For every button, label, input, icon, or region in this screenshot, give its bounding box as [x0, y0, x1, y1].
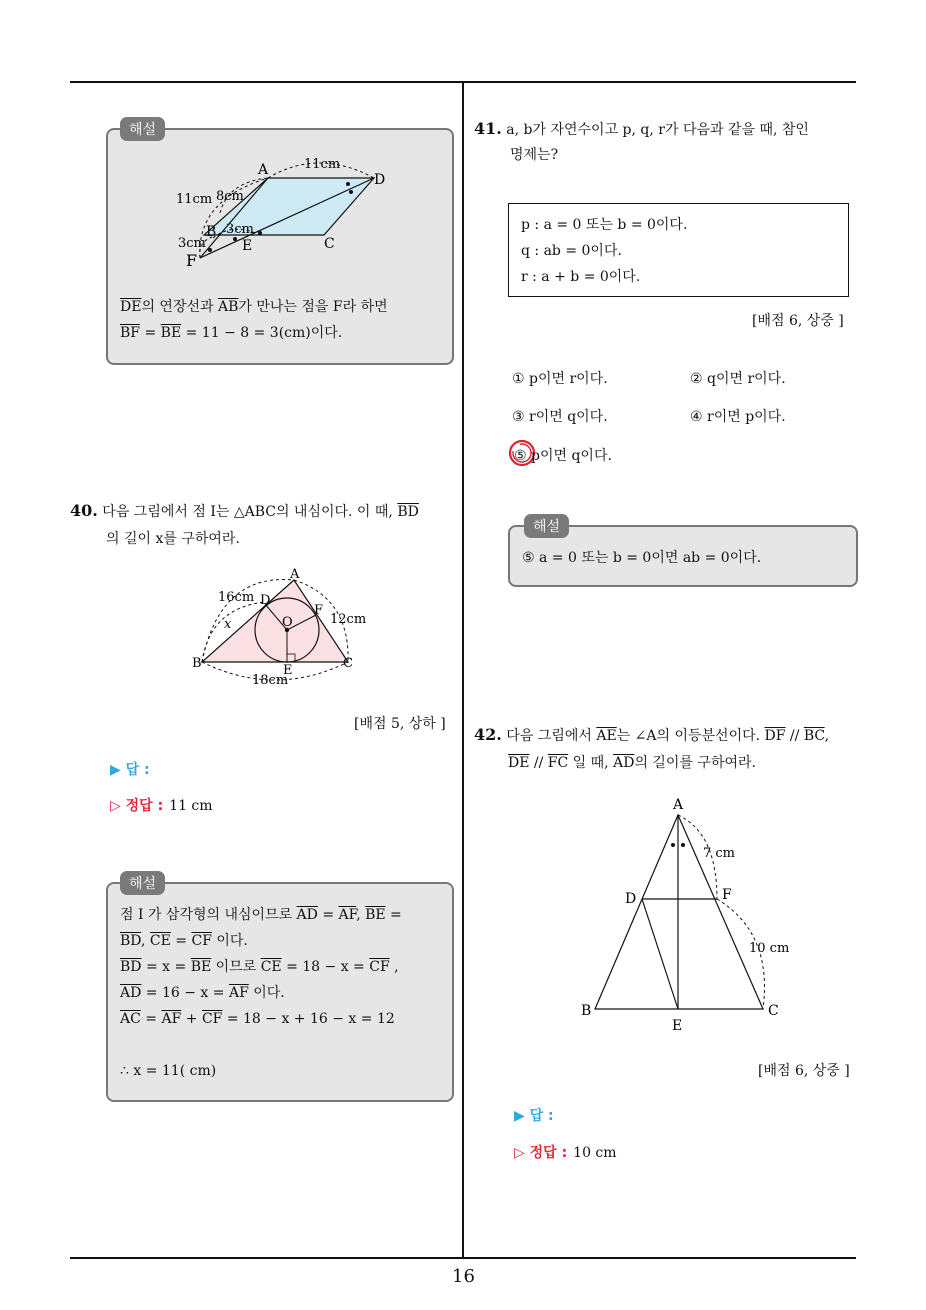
condition-p: p : a = 0 또는 b = 0이다.: [521, 217, 688, 233]
explanation-line-2: $\overline{BF} = \overline{BE} = 11 - 8 = 3(cm)$이다.: [120, 325, 343, 341]
label-3cm-right: 3cm: [226, 222, 254, 237]
parallelogram-figure: [108, 130, 454, 280]
page-number: 16: [452, 1266, 475, 1287]
q42-text-line-2: $\overline{DE} // \overline{FC}$ 일 때, $\overline{AD}$의 길이를 구하여라.: [508, 755, 756, 771]
explanation-line-2: $\overline{BD}$, $\overline{CE} = \overline{CF}$ 이다.: [120, 933, 248, 949]
label-F: F: [186, 251, 198, 270]
q42-number: 42.: [474, 725, 502, 744]
label-12cm: 12cm: [330, 612, 367, 627]
q41-explanation-text: ⑤ a = 0 또는 b = 0이면 ab = 0이다.: [522, 550, 762, 566]
explanation-line-4: $\overline{AD} = 16 - x = \overline{AF}$ 이다.: [120, 985, 285, 1001]
q41-number: 41.: [474, 119, 502, 138]
explanation-line-1: $\overline{DE}$의 연장선과 $\overline{AB}$가 만나는 점을 F라 하면: [120, 299, 388, 315]
label-F: F: [314, 603, 324, 618]
explanation-box-40: [106, 882, 454, 1102]
explanation-line-1: 점 I 가 삼각형의 내심이므로 $\overline{AD} = \overline{AF}$, $\overline{BE}$ =: [120, 907, 402, 923]
q42-triangle-figure: [575, 793, 815, 1043]
label-x: x: [224, 617, 232, 632]
q40-score: [배점 5, 상하 ]: [354, 716, 446, 732]
label-C: C: [768, 1003, 779, 1019]
label-18cm: 18cm: [252, 673, 289, 688]
q41-choice-5[interactable]: ⑤ p이면 q이다.: [514, 448, 612, 464]
label-C: C: [324, 236, 335, 252]
label-B: B: [192, 656, 202, 671]
q41-choice-3[interactable]: ③ r이면 q이다.: [512, 409, 608, 425]
explanation-box-39: [106, 128, 454, 365]
label-D: D: [260, 593, 271, 608]
label-B: B: [206, 224, 217, 240]
explanation-tag: 해설: [524, 514, 569, 538]
label-A: A: [290, 568, 300, 582]
label-B: B: [581, 1003, 592, 1019]
q42-correct-answer: ▷ 정답 : 10 cm: [514, 1145, 617, 1161]
label-16cm: 16cm: [218, 590, 255, 605]
explanation-tag: 해설: [120, 871, 165, 895]
q40-text-line-2: 의 길이 x를 구하여라.: [106, 531, 240, 547]
q41-conditions-box: [508, 203, 849, 297]
label-3cm-left: 3cm: [178, 236, 206, 251]
label-E: E: [242, 238, 253, 254]
label-A: A: [673, 797, 684, 813]
label-7cm: 7 cm: [703, 846, 736, 861]
label-8cm: 8cm: [216, 189, 244, 204]
label-10cm: 10 cm: [749, 941, 790, 956]
label-D: D: [374, 172, 386, 188]
label-D: D: [625, 891, 637, 907]
label-F: F: [722, 887, 732, 903]
q42-text-line-1: 42. 다음 그림에서 $\overline{AE}$는 ∠A의 이등분선이다. $\overline{DF} // \overline{BC}$,: [474, 725, 830, 744]
label-E: E: [283, 663, 293, 678]
explanation-tag: 해설: [120, 117, 165, 141]
q42-score: [배점 6, 상중 ]: [758, 1063, 850, 1079]
label-11cm-left: 11cm: [176, 192, 213, 207]
q41-choice-1[interactable]: ① p이면 r이다.: [512, 371, 608, 387]
condition-q: q : ab = 0이다.: [521, 243, 622, 259]
q40-correct-answer: ▷ 정답 : 11 cm: [110, 798, 213, 814]
q40-number: 40.: [70, 501, 98, 520]
q41-choice-4[interactable]: ④ r이면 p이다.: [690, 409, 786, 425]
q40-text-line-1: 40. 다음 그림에서 점 I는 △ABC의 내심이다. 이 때, $\overline{BD}$: [70, 501, 419, 520]
label-C: C: [343, 656, 353, 671]
q41-text-line-2: 명제는?: [510, 147, 559, 163]
explanation-line-5: $\overline{AC} = \overline{AF} + \overline{CF} = 18 - x + 16 - x = 12$: [120, 1011, 395, 1027]
label-11cm-top: 11cm: [304, 157, 341, 172]
label-O: O: [282, 615, 293, 630]
q40-answer-label[interactable]: ▶ 답 :: [110, 762, 150, 778]
q42-answer-label[interactable]: ▶ 답 :: [514, 1108, 554, 1124]
q41-text-line-1: 41. a, b가 자연수이고 p, q, r가 다음과 같을 때, 참인: [474, 119, 809, 138]
label-E: E: [672, 1018, 683, 1034]
label-A: A: [258, 162, 269, 178]
column-divider: [462, 82, 464, 1258]
q41-choice-2[interactable]: ② q이면 r이다.: [690, 371, 786, 387]
q41-score: [배점 6, 상중 ]: [752, 313, 844, 329]
condition-r: r : a + b = 0이다.: [521, 269, 641, 285]
explanation-line-6: ∴ x = 11( cm): [120, 1063, 217, 1079]
explanation-line-3: $\overline{BD} = x = \overline{BE}$ 이므로 $\overline{CE} = 18 - x = \overline{CF}$ ,: [120, 959, 399, 975]
q40-triangle-figure: [190, 568, 390, 688]
